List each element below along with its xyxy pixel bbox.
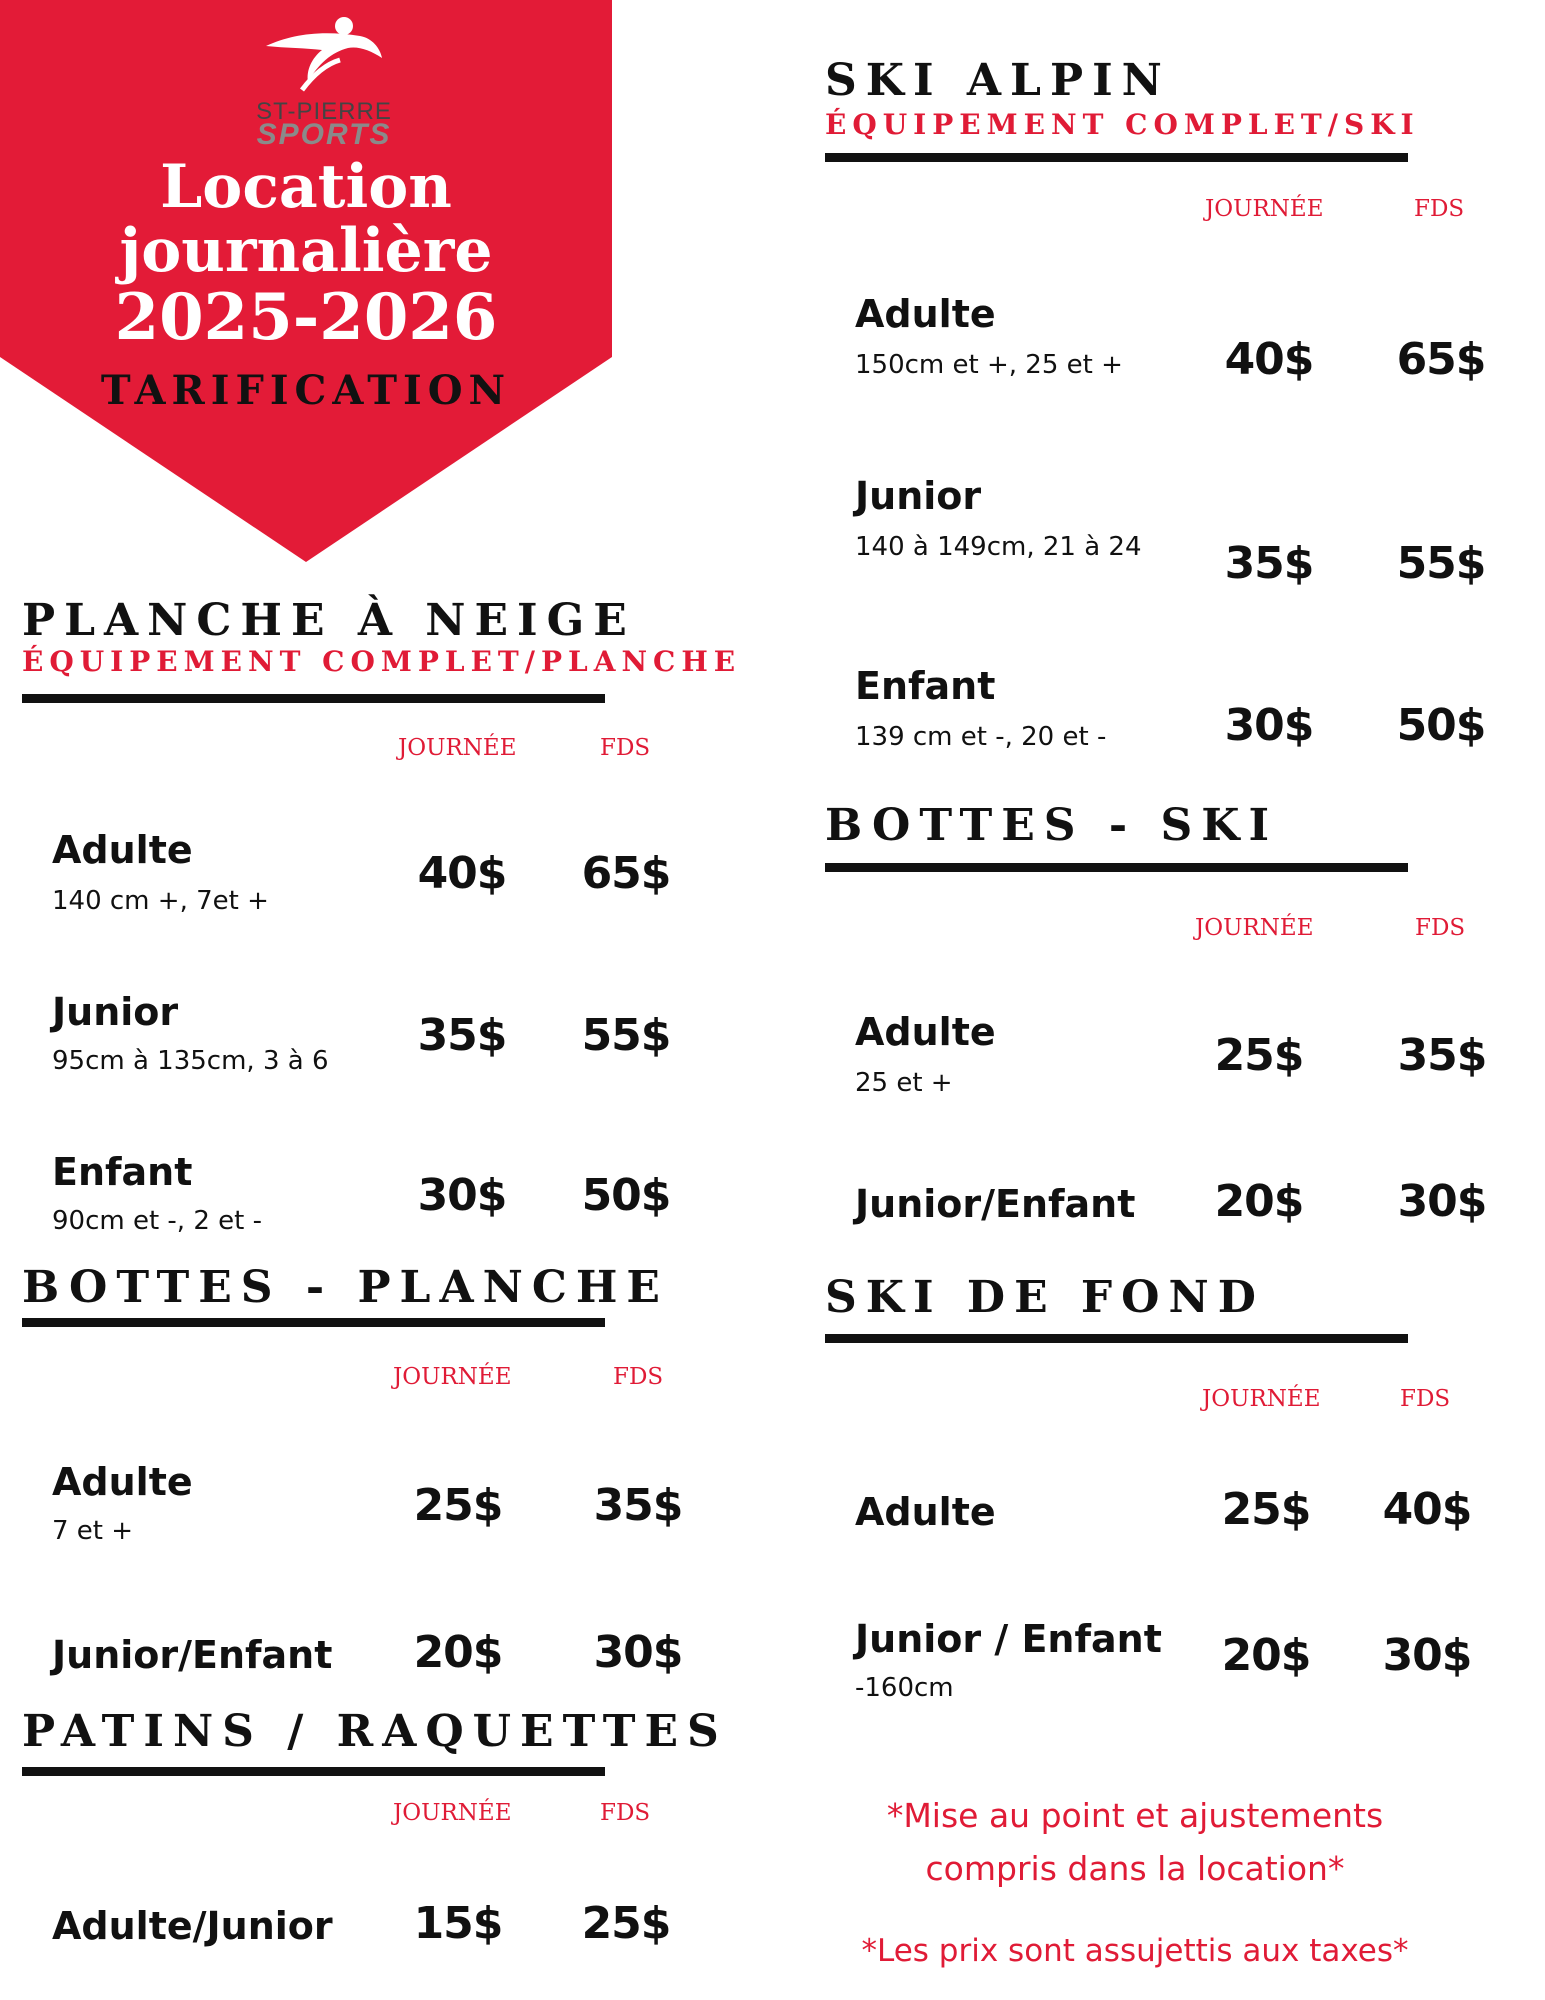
col-header-day: JOURNÉE [393, 1800, 512, 1826]
col-header-weekend: FDS [613, 1364, 664, 1390]
section-title-ski-fond: SKI DE FOND [825, 1272, 1265, 1323]
price-day: 40$ [1224, 334, 1314, 385]
col-header-weekend: FDS [600, 1800, 651, 1826]
col-header-weekend: FDS [1414, 196, 1465, 222]
col-header-weekend: FDS [1415, 915, 1466, 941]
row-name: Adulte [855, 1010, 996, 1054]
runner-logo-icon [262, 12, 388, 92]
price-weekend: 30$ [1382, 1630, 1472, 1681]
row-name: Adulte [52, 1460, 193, 1504]
col-header-day: JOURNÉE [398, 735, 517, 761]
tarification-label: TARIFICATION [100, 367, 512, 414]
row-detail: 25 et + [855, 1068, 953, 1098]
row-name: Junior [855, 474, 982, 518]
row-name: Enfant [855, 664, 996, 708]
title-line-2: journalière [119, 216, 493, 286]
row-name: Junior/Enfant [855, 1182, 1136, 1226]
price-day: 25$ [413, 1480, 503, 1531]
price-day: 20$ [413, 1627, 503, 1678]
col-header-weekend: FDS [1400, 1386, 1451, 1412]
price-weekend: 65$ [581, 848, 671, 899]
section-title-bottes-planche: BOTTES - PLANCHE [22, 1262, 669, 1313]
price-day: 15$ [413, 1898, 503, 1949]
row-detail: -160cm [855, 1673, 954, 1703]
section-divider [22, 694, 605, 703]
col-header-day: JOURNÉE [393, 1364, 512, 1390]
price-day: 35$ [417, 1010, 507, 1061]
section-divider [22, 1318, 605, 1327]
row-name: Enfant [52, 1150, 193, 1194]
brand-name-bottom: SPORTS [256, 118, 392, 151]
section-divider [825, 1334, 1408, 1343]
title-line-1: Location [160, 152, 452, 222]
price-weekend: 55$ [1396, 538, 1486, 589]
col-header-day: JOURNÉE [1202, 1386, 1321, 1412]
price-day: 40$ [417, 848, 507, 899]
price-day: 20$ [1221, 1630, 1311, 1681]
row-name: Junior [52, 990, 179, 1034]
section-divider [825, 153, 1408, 162]
col-header-day: JOURNÉE [1205, 196, 1324, 222]
row-detail: 140 cm +, 7et + [52, 886, 269, 916]
price-weekend: 30$ [1397, 1176, 1487, 1227]
row-name: Junior / Enfant [855, 1617, 1162, 1661]
section-title-bottes-ski: BOTTES - SKI [825, 800, 1279, 851]
section-subtitle-ski-alpin: ÉQUIPEMENT COMPLET/SKI [825, 108, 1420, 141]
row-detail: 140 à 149cm, 21 à 24 [855, 532, 1142, 562]
row-detail: 150cm et +, 25 et + [855, 350, 1123, 380]
title-year: 2025-2026 [114, 280, 498, 355]
section-subtitle-planche: ÉQUIPEMENT COMPLET/PLANCHE [22, 645, 742, 678]
price-weekend: 55$ [581, 1010, 671, 1061]
section-divider [825, 863, 1408, 872]
section-title-ski-alpin: SKI ALPIN [825, 55, 1171, 106]
row-name: Junior/Enfant [52, 1633, 333, 1677]
col-header-weekend: FDS [600, 735, 651, 761]
price-weekend: 50$ [1396, 700, 1486, 751]
section-divider [22, 1767, 605, 1776]
price-weekend: 65$ [1396, 334, 1486, 385]
price-day: 30$ [1224, 700, 1314, 751]
price-day: 30$ [417, 1170, 507, 1221]
price-day: 20$ [1214, 1176, 1304, 1227]
price-weekend: 30$ [593, 1627, 683, 1678]
price-weekend: 25$ [581, 1898, 671, 1949]
note-adjustments-line1: *Mise au point et ajustements [886, 1796, 1384, 1835]
row-name: Adulte [855, 1490, 996, 1534]
row-name: Adulte [855, 292, 996, 336]
price-weekend: 35$ [593, 1480, 683, 1531]
row-detail: 7 et + [52, 1516, 134, 1546]
price-weekend: 35$ [1397, 1030, 1487, 1081]
section-title-patins: PATINS / RAQUETTES [22, 1706, 728, 1757]
price-weekend: 50$ [581, 1170, 671, 1221]
row-detail: 90cm et -, 2 et - [52, 1206, 262, 1236]
row-name: Adulte [52, 828, 193, 872]
row-detail: 139 cm et -, 20 et - [855, 722, 1107, 752]
price-day: 25$ [1214, 1030, 1304, 1081]
note-taxes: *Les prix sont assujettis aux taxes* [861, 1933, 1409, 1969]
price-weekend: 40$ [1382, 1484, 1472, 1535]
row-detail: 95cm à 135cm, 3 à 6 [52, 1046, 329, 1076]
col-header-day: JOURNÉE [1195, 915, 1314, 941]
row-name: Adulte/Junior [52, 1904, 333, 1948]
note-adjustments-line2: compris dans la location* [925, 1849, 1345, 1888]
brand-name-top: ST-PIERRE [256, 98, 392, 125]
price-day: 25$ [1221, 1484, 1311, 1535]
price-day: 35$ [1224, 538, 1314, 589]
section-title-planche: PLANCHE À NEIGE [22, 595, 636, 646]
